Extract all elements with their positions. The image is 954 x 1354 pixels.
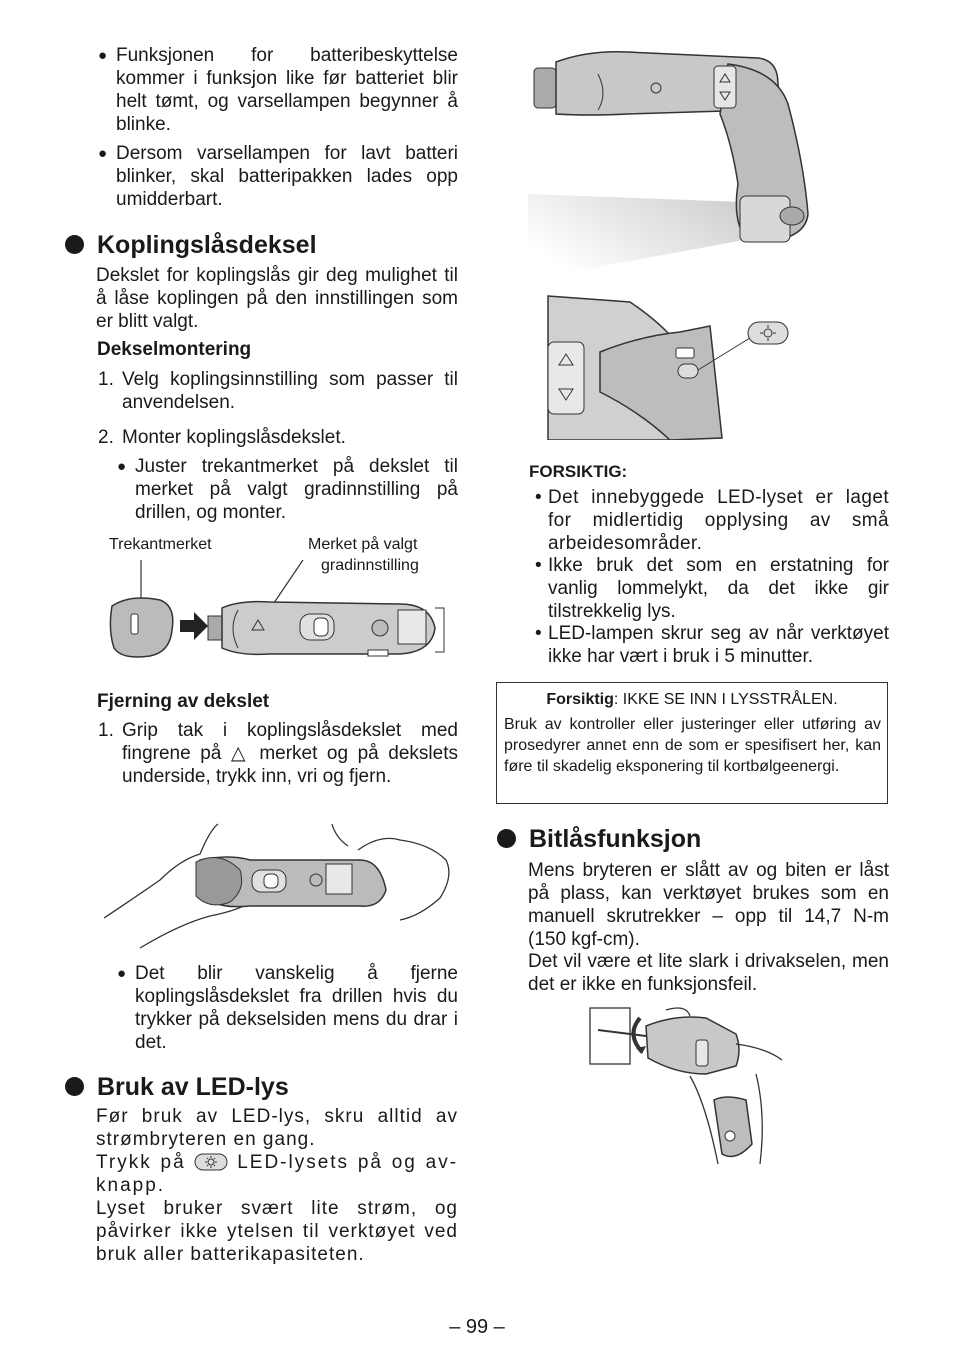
heading-bullet-icon xyxy=(65,1077,84,1096)
forsiktig-item-3: • LED-lampen skrur seg av når verktøyet ikke har vært i bruk i 5 minutter. xyxy=(535,623,889,667)
led-driver-illustration xyxy=(528,44,828,284)
manual-screwdriver-illustration xyxy=(586,1004,786,1174)
led-p2: Trykk på LED-lysets på og av-knapp. xyxy=(96,1152,459,1196)
label-mark-line1: Merket på valgt xyxy=(308,536,418,553)
koplings-heading: Koplingslåsdeksel xyxy=(97,230,317,260)
warning-box-body: Bruk av kontroller eller justeringer eller utføring av prosedyrer annet enn de som er spesifisert her, kan føre til skadelig eksponering til kortbølgeenergi. xyxy=(504,716,881,775)
led-p1: Før bruk av LED-lys, skru alltid av strømbryteren en gang. xyxy=(96,1106,458,1150)
laser-warning-box xyxy=(496,682,888,804)
mount-step-1: 1. Velg koplingsinnstilling som passer til anvendelsen. xyxy=(98,369,458,413)
hands-remove-cover-illustration xyxy=(100,820,460,955)
remove-difficulty-bullet: ● Det blir vanskelig å fjerne koplingslåsdekslet fra drillen hvis du trykker på dekselsiden mens du drar i det. xyxy=(135,962,458,1054)
mount-step-2: 2. Monter koplingslåsdekslet. xyxy=(98,427,346,448)
led-button-icon xyxy=(194,1153,228,1171)
heading-bullet-icon xyxy=(497,829,516,848)
dekselmontering-title: Dekselmontering xyxy=(97,339,252,360)
heading-bullet-icon xyxy=(65,235,84,254)
led-button-closeup-illustration xyxy=(540,292,800,440)
led-p3: Lyset bruker svært lite strøm, og påvirker ikke ytelsen til verktøyet ved bruk aller batterikapasiteten. xyxy=(96,1198,458,1265)
fjerning-title: Fjerning av dekslet xyxy=(97,691,270,712)
page-number: – 99 – xyxy=(449,1316,505,1338)
label-triangle-mark: Trekantmerket xyxy=(109,536,212,553)
low-battery-bullet: ● Dersom varsellampen for lavt batteri blinker, skal batteripakken lades opp umidderbart. xyxy=(116,142,458,211)
cover-mounting-illustration xyxy=(100,558,460,668)
forsiktig-item-1: • Det innebyggede LED-lyset er laget for midlertidig opplysing av små arbeidesområder. xyxy=(535,487,889,554)
mount-step-2-bullet: ● Juster trekantmerket på dekslet til merket på valgt gradinnstilling på drillen, og monter. xyxy=(135,455,458,524)
koplings-intro: Dekslet for koplingslås gir deg mulighet til å låse koplingen på den innstillingen som er blitt valgt. xyxy=(96,265,458,332)
remove-step-1: 1. Grip tak i koplingslåsdekslet med fingrene på △ merket og på dekslets underside, trykk inn, vri og fjern. xyxy=(98,720,458,787)
battery-protection-bullet: ● Funksjonen for batteribeskyttelse kommer i funksjon like før batteriet blir helt tømt, og varsellampen begynner å blinke. xyxy=(116,44,458,136)
forsiktig-item-2: • Ikke bruk det som en erstatning for vanlig lommelykt, da det ikke gir tilstrekkelig lys. xyxy=(535,555,889,622)
led-heading: Bruk av LED-lys xyxy=(97,1072,289,1102)
forsiktig-title: FORSIKTIG: xyxy=(529,462,628,481)
bitlas-heading: Bitlåsfunksjon xyxy=(529,824,701,854)
bitlas-p1: Mens bryteren er slått av og biten er låst på plass, kan verktøyet brukes som en manuell skrutrekker – opp til 14,7 N-m (150 kgf-cm). xyxy=(528,860,889,950)
bitlas-p2: Det vil være et lite slark i drivakselen, men det er ikke en funksjonsfeil. xyxy=(528,951,889,995)
warning-box-title: Forsiktig: IKKE SE INN I LYSSTRÅLEN. xyxy=(546,691,838,708)
label-mark-line2: gradinnstilling xyxy=(321,557,419,574)
